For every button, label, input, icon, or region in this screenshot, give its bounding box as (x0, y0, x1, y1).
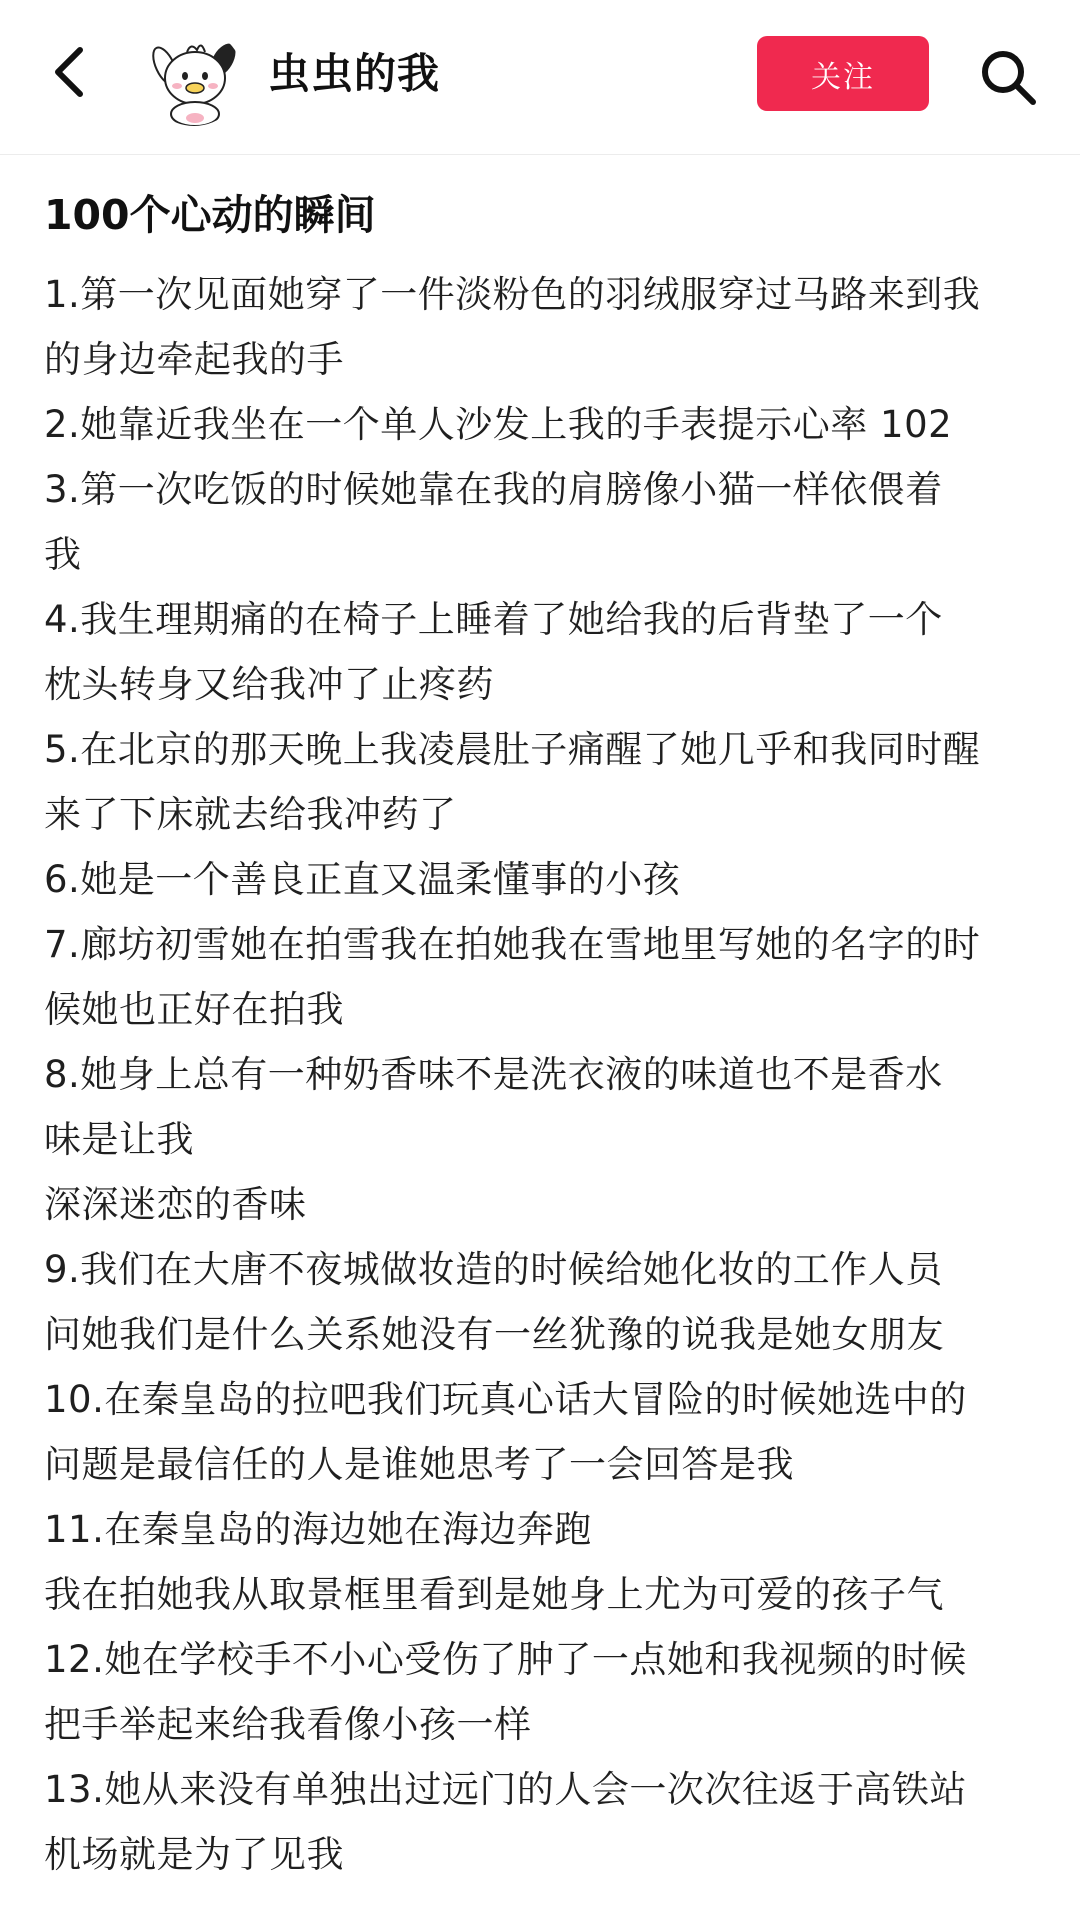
post-text-line: 11.在秦皇岛的海边她在海边奔跑 (44, 1508, 592, 1551)
post-text-line: 的身边牵起我的手 (44, 338, 344, 381)
post-text-line: 枕头转身又给我冲了止疼药 (44, 663, 494, 706)
post-text-line: 4.我生理期痛的在椅子上睡着了她给我的后背垫了一个 (44, 598, 943, 641)
search-icon (978, 47, 1038, 107)
follow-button[interactable]: 关注 (757, 36, 929, 111)
top-bar (0, 0, 1080, 155)
post-content (44, 180, 1044, 1887)
post-text-line: 问她我们是什么关系她没有一丝犹豫的说我是她女朋友 (44, 1313, 944, 1356)
post-text-line: 深深迷恋的香味 (44, 1183, 307, 1226)
post-text-line: 3.第一次吃饭的时候她靠在我的肩膀像小猫一样依偎着 (44, 468, 943, 511)
chevron-left-icon (50, 44, 90, 100)
post-text-line: 把手举起来给我看像小孩一样 (44, 1703, 532, 1746)
post-text-line: 9.我们在大唐不夜城做妆造的时候给她化妆的工作人员 (44, 1248, 943, 1291)
post-text-line: 8.她身上总有一种奶香味不是洗衣液的味道也不是香水 (44, 1053, 943, 1096)
post-text-line: 来了下床就去给我冲药了 (44, 793, 457, 836)
post-text-line: 13.她从来没有单独出过远门的人会一次次往返于高铁站 (44, 1768, 967, 1811)
post-text-line: 2.她靠近我坐在一个单人沙发上我的手表提示心率 102 (44, 403, 953, 446)
post-text-line: 5.在北京的那天晚上我凌晨肚子痛醒了她几乎和我同时醒 (44, 728, 981, 771)
post-text-line: 6.她是一个善良正直又温柔懂事的小孩 (44, 858, 681, 901)
post-text-line: 7.廊坊初雪她在拍雪我在拍她我在雪地里写她的名字的时 (44, 923, 981, 966)
post-text-line: 12.她在学校手不小心受伤了肿了一点她和我视频的时候 (44, 1638, 967, 1681)
avatar-character-icon (145, 28, 243, 126)
username[interactable]: 虫虫的我 (268, 49, 441, 98)
avatar[interactable] (145, 28, 243, 126)
post-body (44, 262, 1044, 1887)
post-title: 100个心动的瞬间 (44, 191, 376, 239)
post-text-line: 问题是最信任的人是谁她思考了一会回答是我 (44, 1443, 794, 1486)
post-text-line: 10.在秦皇岛的拉吧我们玩真心话大冒险的时候她选中的 (44, 1378, 967, 1421)
post-text-line: 我 (44, 533, 82, 576)
back-button[interactable] (40, 40, 100, 104)
search-button[interactable] (975, 44, 1041, 110)
post-text-line: 味是让我 (44, 1118, 194, 1161)
post-text-line: 1.第一次见面她穿了一件淡粉色的羽绒服穿过马路来到我 (44, 273, 981, 316)
post-text-line: 我在拍她我从取景框里看到是她身上尤为可爱的孩子气 (44, 1573, 944, 1616)
post-text-line: 候她也正好在拍我 (44, 988, 344, 1031)
post-text-line: 机场就是为了见我 (44, 1833, 344, 1876)
